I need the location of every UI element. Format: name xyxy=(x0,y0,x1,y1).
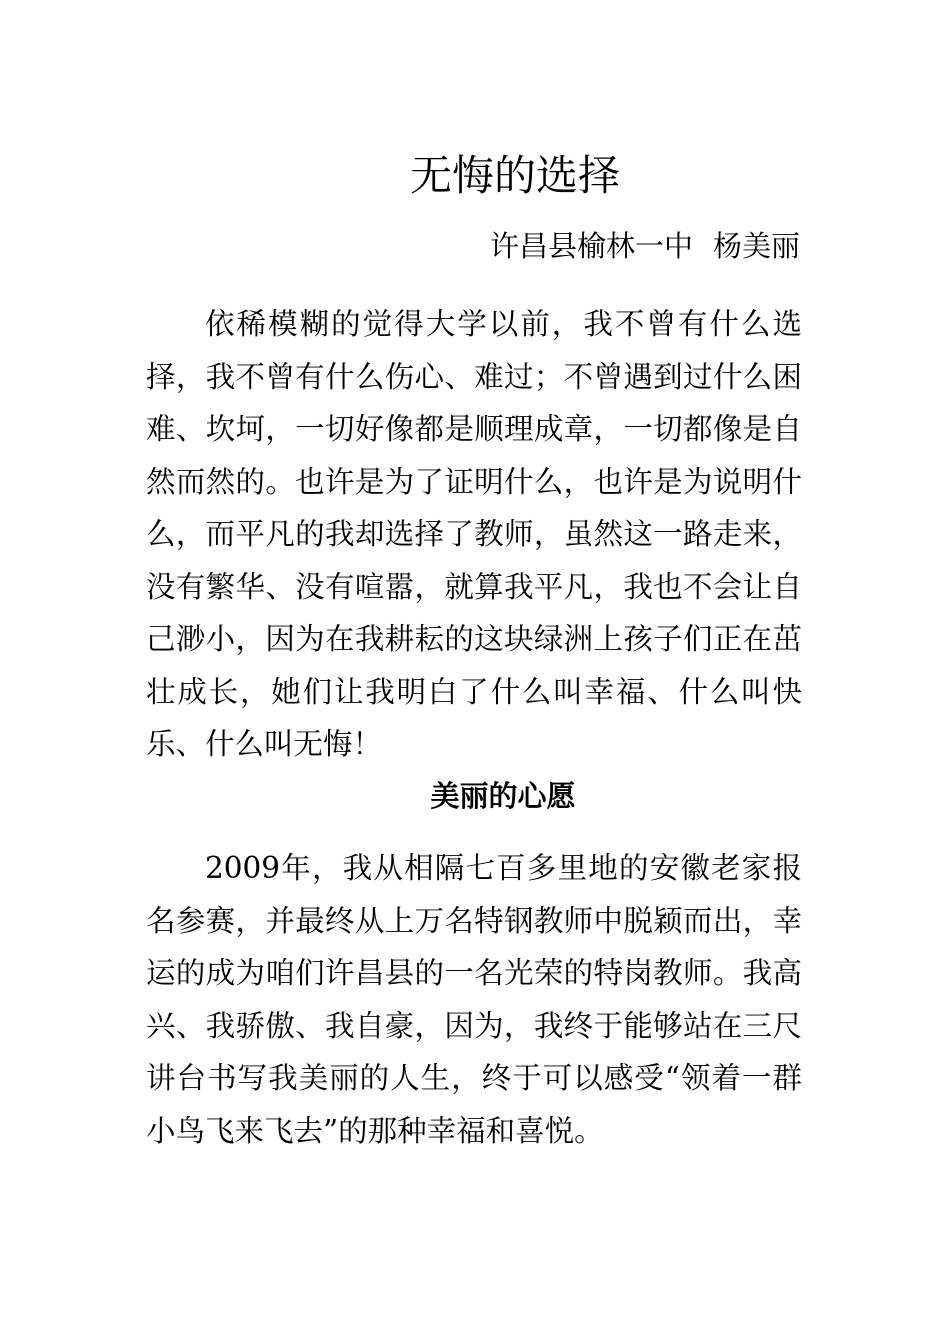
section-heading: 美丽的心愿 xyxy=(430,779,576,813)
author-line xyxy=(490,226,800,266)
section-paragraph: 2009年，我从相隔七百多里地的安徽老家报名参赛，并最终从上万名特钢教师中脱颖而出，幸运的成为咱们许昌县的一名光荣的特岗教师。我高兴、我骄傲、我自豪，因为，我终于能够站在三尺讲台书写我美丽的人生，终于可以感受“领着一群小鸟飞来飞去”的那种幸福和喜悦。 xyxy=(146,851,802,1148)
body-paragraph: 依稀模糊的觉得大学以前，我不曾有什么选择，我不曾有什么伤心、难过；不曾遇到过什么困难、坎坷，一切好像都是顺理成章，一切都像是自然而然的。也许是为了证明什么，也许是为说明什么，而平凡的我却选择了教师，虽然这一路走来，没有繁华、没有喧嚣，就算我平凡，我也不会让自己渺小，因为在我耕耘的这块绿洲上孩子们正在茁壮成长，她们让我明白了什么叫幸福、什么叫快乐、什么叫无悔！ xyxy=(146,307,802,761)
author-name: 杨美丽 xyxy=(712,229,800,263)
author-school: 许昌县榆林一中 xyxy=(489,229,693,263)
document-title: 无悔的选择 xyxy=(409,151,620,200)
